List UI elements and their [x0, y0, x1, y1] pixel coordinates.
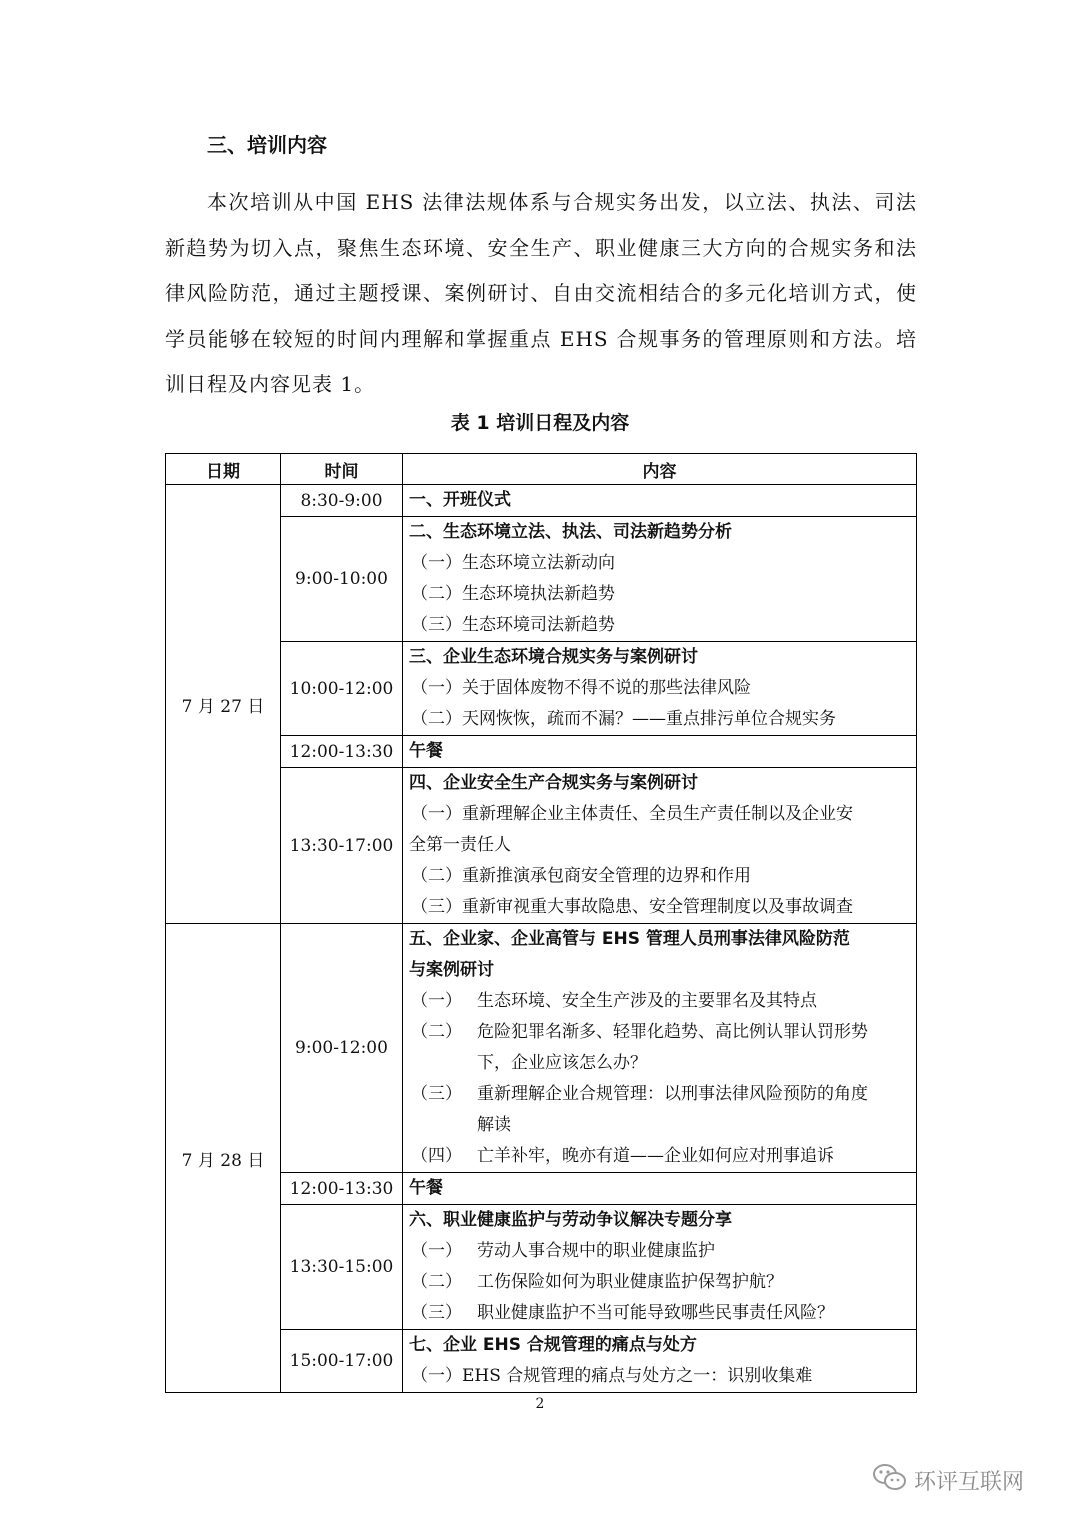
item-marker: （二）	[411, 1272, 462, 1292]
intro-paragraph: 本次培训从中国 EHS 法律法规体系与合规实务出发，以立法、执法、司法新趋势为切入点，聚焦生态环境、安全生产、职业健康三大方向的合规实务和法律风险防范，通过主题授课、案例研讨、自由交流相结合的多元化培训方式，使学员能够在较短的时间内理解和掌握重点 EHS 合规事务的管理原则和方法。培训日程及内容见表 1。	[165, 190, 917, 397]
session-title: 五、企业家、企业高管与 EHS 管理人员刑事法律风险防范	[409, 929, 850, 949]
date-cell-day2: 7 月 28 日	[166, 924, 281, 1393]
session-title: 二、生态环境立法、执法、司法新趋势分析	[409, 522, 732, 542]
session-item	[409, 1017, 910, 1079]
session-item: （一）关于固体废物不得不说的那些法律风险	[411, 678, 751, 698]
item-text: 工伤保险如何为职业健康监护保驾护航？	[477, 1272, 783, 1292]
session-title: 四、企业安全生产合规实务与案例研讨	[409, 773, 698, 793]
item-line: 解读	[477, 1115, 511, 1135]
item-line: 亡羊补牢，晚亦有道——企业如何应对刑事追诉	[477, 1146, 834, 1166]
item-text	[477, 986, 910, 1017]
session-item: （二）天网恢恢，疏而不漏？——重点排污单位合规实务	[411, 709, 836, 729]
session-title: 午餐	[409, 1178, 443, 1198]
content-cell	[403, 517, 917, 642]
content-cell	[403, 485, 917, 517]
item-text	[477, 1079, 910, 1141]
item-line: 重新理解企业合规管理：以刑事法律风险预防的角度	[477, 1084, 868, 1104]
item-line: 危险犯罪名渐多、轻罪化趋势、高比例认罪认罚形势	[477, 1022, 868, 1042]
content-cell	[403, 642, 917, 736]
item-marker: （一）	[411, 991, 462, 1011]
session-item: （三）重新审视重大事故隐患、安全管理制度以及事故调查	[411, 897, 853, 917]
section-title: 三、培训内容	[207, 133, 327, 157]
item-text	[477, 1017, 910, 1079]
item-text	[477, 1141, 910, 1172]
session-item	[409, 1236, 910, 1267]
session-item	[409, 986, 910, 1017]
header-date: 日期	[166, 454, 281, 485]
content-cell	[403, 768, 917, 924]
table-header-row	[166, 454, 917, 485]
session-item: （一）EHS 合规管理的痛点与处方之一：识别收集难	[411, 1366, 813, 1386]
page-number: 2	[535, 1396, 545, 1412]
session-title: 三、企业生态环境合规实务与案例研讨	[409, 647, 698, 667]
item-marker: （三）	[411, 1084, 462, 1104]
table-row	[166, 924, 917, 1173]
time-cell: 9:00-10:00	[281, 517, 403, 642]
time-cell: 8:30-9:00	[281, 485, 403, 517]
session-title: 午餐	[409, 741, 443, 761]
session-item	[409, 1079, 910, 1141]
table-caption: 表 1 培训日程及内容	[450, 412, 630, 434]
item-marker: （四）	[411, 1146, 462, 1166]
time-cell: 12:00-13:30	[281, 1173, 403, 1205]
watermark	[872, 1462, 1024, 1498]
date-cell-day1: 7 月 27 日	[166, 485, 281, 924]
session-item: （二）重新推演承包商安全管理的边界和作用	[411, 866, 751, 886]
time-cell: 13:30-17:00	[281, 768, 403, 924]
session-title: 七、企业 EHS 合规管理的痛点与处方	[409, 1335, 697, 1355]
header-time: 时间	[281, 454, 403, 485]
table-row	[166, 485, 917, 517]
item-line: 下，企业应该怎么办？	[477, 1053, 647, 1073]
time-cell: 10:00-12:00	[281, 642, 403, 736]
time-cell: 12:00-13:30	[281, 736, 403, 768]
item-marker: （三）	[411, 1303, 462, 1323]
content-cell	[403, 736, 917, 768]
session-item-continuation: 全第一责任人	[409, 835, 511, 855]
session-item	[409, 1298, 910, 1329]
session-item: （三）生态环境司法新趋势	[411, 615, 615, 635]
time-cell: 13:30-15:00	[281, 1205, 403, 1330]
content-cell	[403, 924, 917, 1173]
session-item	[409, 1141, 910, 1172]
item-marker: （一）	[411, 1241, 462, 1261]
session-title: 一、开班仪式	[409, 490, 511, 510]
item-marker: （二）	[411, 1022, 462, 1042]
session-item: （一）生态环境立法新动向	[411, 553, 615, 573]
session-title-continuation: 与案例研讨	[409, 960, 494, 980]
item-text: 职业健康监护不当可能导致哪些民事责任风险？	[477, 1303, 834, 1323]
content-cell	[403, 1330, 917, 1393]
content-cell	[403, 1173, 917, 1205]
session-item: （二）生态环境执法新趋势	[411, 584, 615, 604]
header-content: 内容	[403, 454, 917, 485]
item-line: 生态环境、安全生产涉及的主要罪名及其特点	[477, 991, 817, 1011]
time-cell: 15:00-17:00	[281, 1330, 403, 1393]
session-title: 六、职业健康监护与劳动争议解决专题分享	[409, 1210, 732, 1230]
wechat-icon	[872, 1462, 908, 1498]
item-text: 劳动人事合规中的职业健康监护	[477, 1241, 715, 1261]
session-item	[409, 1267, 910, 1298]
schedule-table	[165, 453, 917, 1393]
session-item: （一）重新理解企业主体责任、全员生产责任制以及企业安	[411, 804, 853, 824]
watermark-text: 环评互联网	[914, 1469, 1025, 1495]
time-cell: 9:00-12:00	[281, 924, 403, 1173]
content-cell	[403, 1205, 917, 1330]
